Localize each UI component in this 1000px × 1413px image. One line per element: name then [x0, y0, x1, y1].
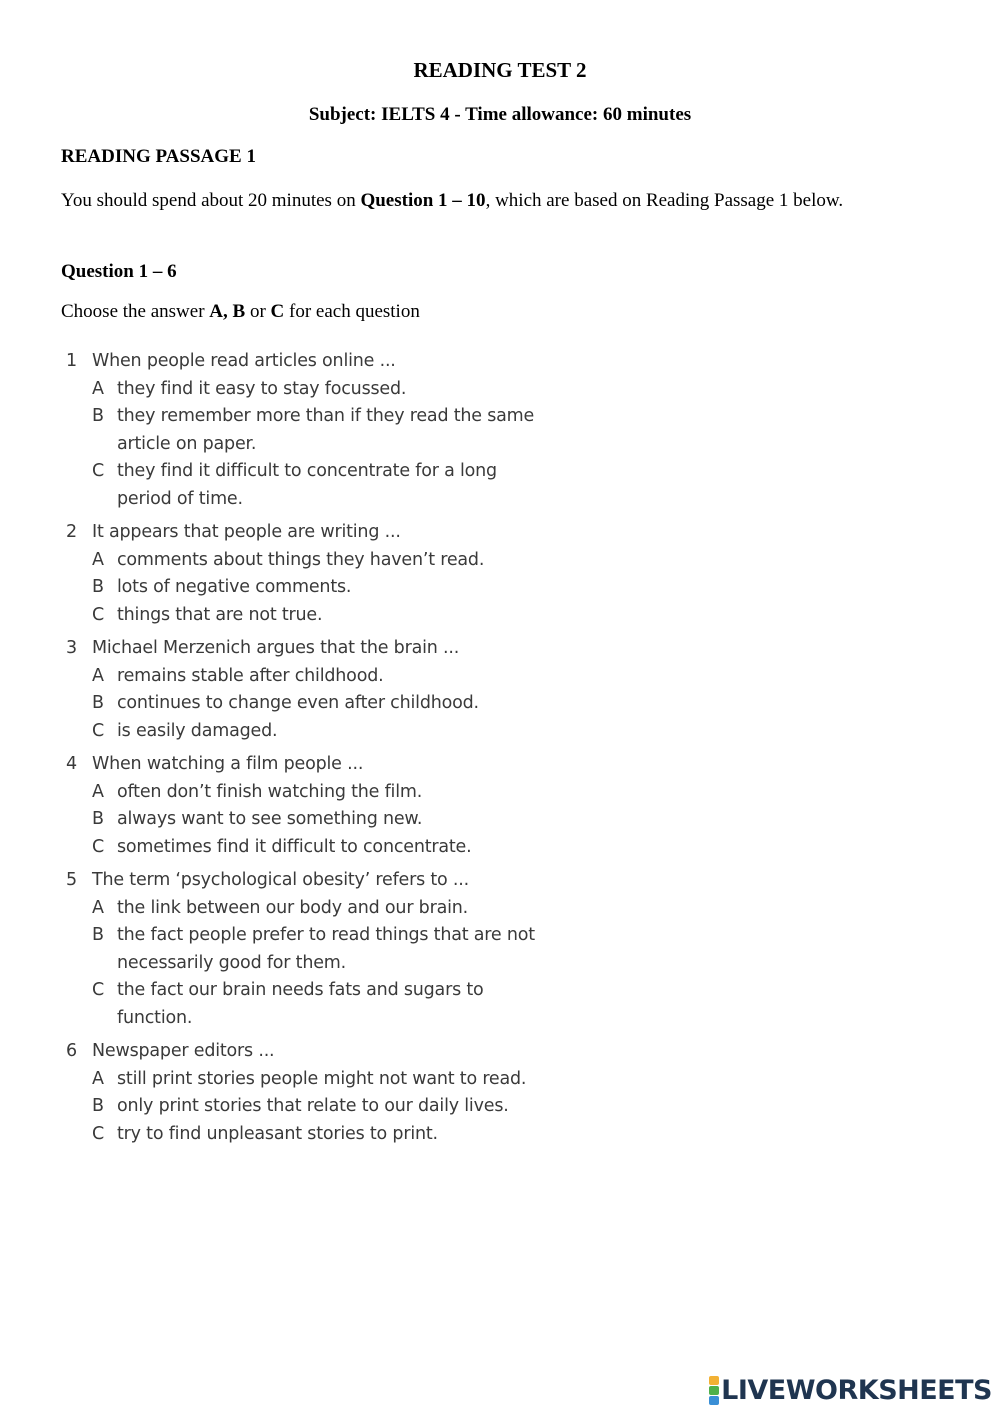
- liveworksheets-text: LIVEWORKSHEETS: [721, 1375, 992, 1406]
- choose-mid: or: [245, 301, 271, 322]
- option-letter: A: [92, 549, 104, 570]
- option-letter: C: [92, 604, 105, 625]
- question-number: 5: [66, 870, 77, 890]
- option-text: is easily damaged.: [117, 720, 278, 741]
- option-text: lots of negative comments.: [117, 577, 352, 597]
- option-letter: C: [92, 1123, 105, 1144]
- instructions: [61, 186, 911, 215]
- question-list: [66, 348, 546, 1154]
- choose-bold-c: C: [270, 301, 285, 322]
- question-item: [66, 348, 546, 513]
- question-number: 3: [66, 638, 77, 658]
- answer-option[interactable]: [66, 834, 546, 862]
- question-item: [66, 635, 546, 745]
- option-letter: C: [92, 461, 105, 481]
- answer-option[interactable]: [66, 547, 546, 575]
- choose-pre: Choose the answer: [61, 301, 210, 322]
- instructions-pre: You should spend about 20 minutes on: [61, 190, 361, 211]
- option-text: the fact people prefer to read things that are not necessarily good for them.: [117, 925, 535, 973]
- logo-square-yellow: [709, 1376, 719, 1385]
- question-stem: When people read articles online ...: [92, 351, 396, 371]
- option-text: remains stable after childhood.: [117, 665, 384, 686]
- option-letter: A: [92, 378, 104, 399]
- question-stem: The term ‘psychological obesity’ refers to ...: [92, 870, 470, 890]
- option-letter: B: [92, 1096, 104, 1116]
- question-stem: It appears that people are writing ...: [92, 522, 401, 542]
- answer-option[interactable]: [66, 779, 546, 807]
- question-item: [66, 751, 546, 861]
- option-text: comments about things they haven’t read.: [117, 549, 485, 570]
- question-stem: Newspaper editors ...: [92, 1041, 275, 1061]
- option-letter: A: [92, 1068, 104, 1089]
- choose-instruction: [61, 301, 420, 323]
- option-text: they find it difficult to concentrate for a long period of time.: [117, 461, 497, 509]
- option-text: the fact our brain needs fats and sugars to function.: [117, 980, 484, 1028]
- question-number: 6: [66, 1041, 77, 1061]
- question-item: [66, 867, 546, 1032]
- option-text: continues to change even after childhood.: [117, 693, 479, 713]
- option-letter: B: [92, 809, 104, 829]
- answer-option[interactable]: [66, 690, 546, 718]
- answer-option[interactable]: [66, 1093, 546, 1121]
- option-text: things that are not true.: [117, 604, 323, 625]
- option-text: try to find unpleasant stories to print.: [117, 1123, 438, 1144]
- choose-post: for each question: [284, 301, 420, 322]
- option-letter: B: [92, 925, 104, 945]
- option-letter: C: [92, 980, 105, 1000]
- option-text: they remember more than if they read the same article on paper.: [117, 406, 535, 454]
- option-text: often don’t finish watching the film.: [117, 781, 423, 802]
- option-text: the link between our body and our brain.: [117, 897, 469, 918]
- question-item: [66, 1038, 546, 1148]
- question-stem: When watching a film people ...: [92, 754, 364, 774]
- answer-option[interactable]: [66, 602, 546, 630]
- question-number: 4: [66, 754, 77, 774]
- test-subtitle: Subject: IELTS 4 - Time allowance: 60 minutes: [308, 104, 692, 125]
- instructions-post: , which are based on Reading Passage 1 below.: [485, 190, 844, 211]
- answer-option[interactable]: [66, 376, 546, 404]
- instructions-bold: Question 1 – 10: [360, 190, 486, 211]
- choose-bold-ab: A, B: [209, 301, 246, 322]
- option-text: only print stories that relate to our daily lives.: [117, 1096, 509, 1116]
- answer-option[interactable]: [66, 663, 546, 691]
- answer-option[interactable]: [66, 718, 546, 746]
- option-letter: A: [92, 781, 104, 802]
- option-text: always want to see something new.: [117, 809, 423, 829]
- option-letter: A: [92, 665, 104, 686]
- option-letter: A: [92, 897, 104, 918]
- logo-square-green: [709, 1386, 719, 1395]
- question-number: 1: [66, 351, 77, 371]
- passage-heading: READING PASSAGE 1: [61, 146, 256, 167]
- answer-option[interactable]: [66, 922, 546, 977]
- option-text: sometimes find it difficult to concentrate.: [117, 836, 472, 857]
- option-letter: C: [92, 836, 105, 857]
- option-letter: B: [92, 406, 104, 426]
- answer-option[interactable]: [66, 574, 546, 602]
- answer-option[interactable]: [66, 1066, 546, 1094]
- logo-square-blue: [709, 1396, 719, 1405]
- question-range-heading: Question 1 – 6: [61, 261, 177, 282]
- liveworksheets-logo-icon: [709, 1376, 719, 1405]
- liveworksheets-watermark[interactable]: [709, 1375, 992, 1406]
- answer-option[interactable]: [66, 403, 546, 458]
- question-item: [66, 519, 546, 629]
- answer-option[interactable]: [66, 806, 546, 834]
- answer-option[interactable]: [66, 1121, 546, 1149]
- question-number: 2: [66, 522, 77, 542]
- option-letter: C: [92, 720, 105, 741]
- option-letter: B: [92, 693, 104, 713]
- option-text: they find it easy to stay focussed.: [117, 378, 407, 399]
- question-stem: Michael Merzenich argues that the brain ...: [92, 638, 460, 658]
- test-title: READING TEST 2: [413, 58, 587, 82]
- answer-option[interactable]: [66, 895, 546, 923]
- answer-option[interactable]: [66, 977, 546, 1032]
- option-letter: B: [92, 577, 104, 597]
- answer-option[interactable]: [66, 458, 546, 513]
- option-text: still print stories people might not want to read.: [117, 1068, 527, 1089]
